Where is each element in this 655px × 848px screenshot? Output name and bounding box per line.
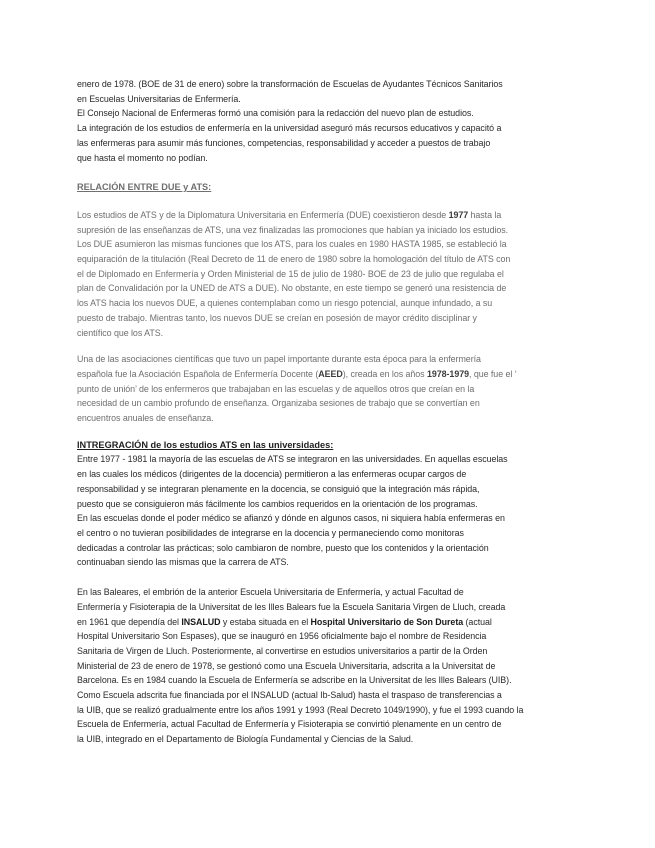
intro-paragraph <box>77 77 582 165</box>
relacion-paragraph-1 <box>77 208 582 340</box>
text-line: enero de 1978. (BOE de 31 de enero) sobre la transformación de Escuelas de Ayudantes Técnicos Sanitarios <box>77 79 503 89</box>
text-line: Hospital Universitario Son Espases), que se inauguró en 1956 oficialmente bajo el nombre de Residencia <box>77 631 487 642</box>
text-line: puesto de trabajo. Mientras tanto, los nuevos DUE se creían en posesión de mayor crédito disciplinar y <box>77 312 477 323</box>
text-line: equiparación de la titulación (Real Decreto de 11 de enero de 1980 sobre la homologación del título de ATS con <box>77 254 511 265</box>
text-line: la UIB, que se realizó gradualmente entre los años 1991 y 1993 (Real Decreto 1049/1990), y fue el 1993 cuando la <box>77 704 524 715</box>
text-line: Ministerial de 23 de enero de 1978, se gestionó como una Escuela Universitaria, adscrita a la Universitat de <box>77 660 496 671</box>
text-line: supresión de las enseñanzas de ATS, una vez finalizadas las promociones que habían ya iniciado los estudios. <box>77 224 509 235</box>
text-line: La integración de los estudios de enfermería en la universidad aseguró más recursos educativos y capacitó a <box>77 123 502 134</box>
baleares-paragraph <box>77 585 582 747</box>
text-line: Enfermería y Fisioterapia de la Universitat de les Illes Balears fue la Escuela Sanitaria Virgen de Lluch, creada <box>77 601 506 612</box>
text-line: en 1961 que dependía del INSALUD y estaba situada en el Hospital Universitario de Son Dureta (actual <box>77 616 492 627</box>
text-line: necesidad de un cambio profundo de enseñanza. Organizaba sesiones de trabajo que se convertían en <box>77 398 480 409</box>
text-line: española fue la Asociación Española de Enfermería Docente (AEED), creada en los años 1978-1979, que fue el ‘ <box>77 368 517 379</box>
text-line: punto de unión’ de los enfermeros que trabajaban en las escuelas y de aquellos otros que creían en la <box>77 383 475 394</box>
document-page <box>77 77 582 747</box>
text-line: científico que los ATS. <box>77 327 163 338</box>
text-line: puesto que se consiguieron más fácilmente los cambios requeridos en la orientación de los programas. <box>77 498 478 509</box>
text-line: El Consejo Nacional de Enfermeras formó una comisión para la redacción del nuevo plan de estudios. <box>77 108 474 119</box>
text-line: que hasta el momento no podían. <box>77 152 208 163</box>
text-line: Como Escuela adscrita fue financiada por el INSALUD (actual Ib-Salud) hasta el traspaso de transferencias a <box>77 690 502 701</box>
text-line: el centro o no tuvieran posibilidades de integrarse en la docencia y permaneciendo como monitoras <box>77 527 464 538</box>
text-line: el de Diplomado en Enfermería y Orden Ministerial de 15 de julio de 1980- BOE de 23 de julio que regulaba el <box>77 268 504 279</box>
text-line: Los DUE asumieron las mismas funciones que los ATS, para los cuales en 1980 HASTA 1985, se estableció la <box>77 239 507 250</box>
text-line: la UIB, integrado en el Departamento de Biología Fundamental y Ciencias de la Salud. <box>77 734 414 745</box>
text-line: continuaban siendo las mismas que la carrera de ATS. <box>77 557 289 568</box>
text-line: plan de Convalidación por la UNED de ATS a DUE). No obstante, en este tiempo se generó una resistencia de <box>77 283 507 294</box>
text-line: los ATS hacia los nuevos DUE, a quienes contemplaban como un riesgo potencial, aunque infundado, a su <box>77 298 493 309</box>
relacion-paragraph-2 <box>77 352 582 426</box>
section-heading-integracion: INTREGRACIÓN de los estudios ATS en las universidades: <box>77 439 334 450</box>
text-line: responsabilidad y se integraran plenamente en la docencia, se consiguió que la integración más rápida, <box>77 483 480 494</box>
text-line: Una de las asociaciones científicas que tuvo un papel importante durante esta época para la enfermería <box>77 354 481 365</box>
text-line: En las Baleares, el embrión de la anterior Escuela Universitaria de Enfermería, y actual Facultad de <box>77 587 464 598</box>
text-line: En las escuelas donde el poder médico se afianzó y dónde en algunos casos, ni siquiera había enfermeras en <box>77 513 505 524</box>
text-line: encuentros anuales de enseñanza. <box>77 413 214 424</box>
text-line: Barcelona. Es en 1984 cuando la Escuela de Enfermería se adscribe en la Universitat de les Illes Balears (UIB). <box>77 675 512 686</box>
section-heading-relacion: RELACIÓN ENTRE DUE y ATS: <box>77 182 212 193</box>
text-line: en las cuales los médicos (dirigentes de la docencia) permitieron a las enfermeras ocupar cargos de <box>77 469 467 480</box>
text-line: las enfermeras para asumir más funciones, competencias, responsabilidad y acceder a puestos de trabajo <box>77 137 491 148</box>
text-line: dedicadas a controlar las prácticas; solo cambiaron de nombre, puesto que los contenidos y la orientación <box>77 542 489 553</box>
text-line: en Escuelas Universitarias de Enfermería. <box>77 93 241 104</box>
text-line: Los estudios de ATS y de la Diplomatura Universitaria en Enfermería (DUE) coexistieron desde 1977 hasta la <box>77 209 502 220</box>
integracion-paragraph <box>77 452 582 570</box>
text-line: Sanitaria de Virgen de Lluch. Posteriormente, al convertirse en estudios universitarios a partir de la Orden <box>77 645 488 656</box>
text-line: Entre 1977 - 1981 la mayoría de las escuelas de ATS se integraron en las universidades. En aquellas escuelas <box>77 454 508 465</box>
text-line: Escuela de Enfermería, actual Facultad de Enfermería y Fisioterapia se convirtió plenamente en un centro de <box>77 719 502 730</box>
